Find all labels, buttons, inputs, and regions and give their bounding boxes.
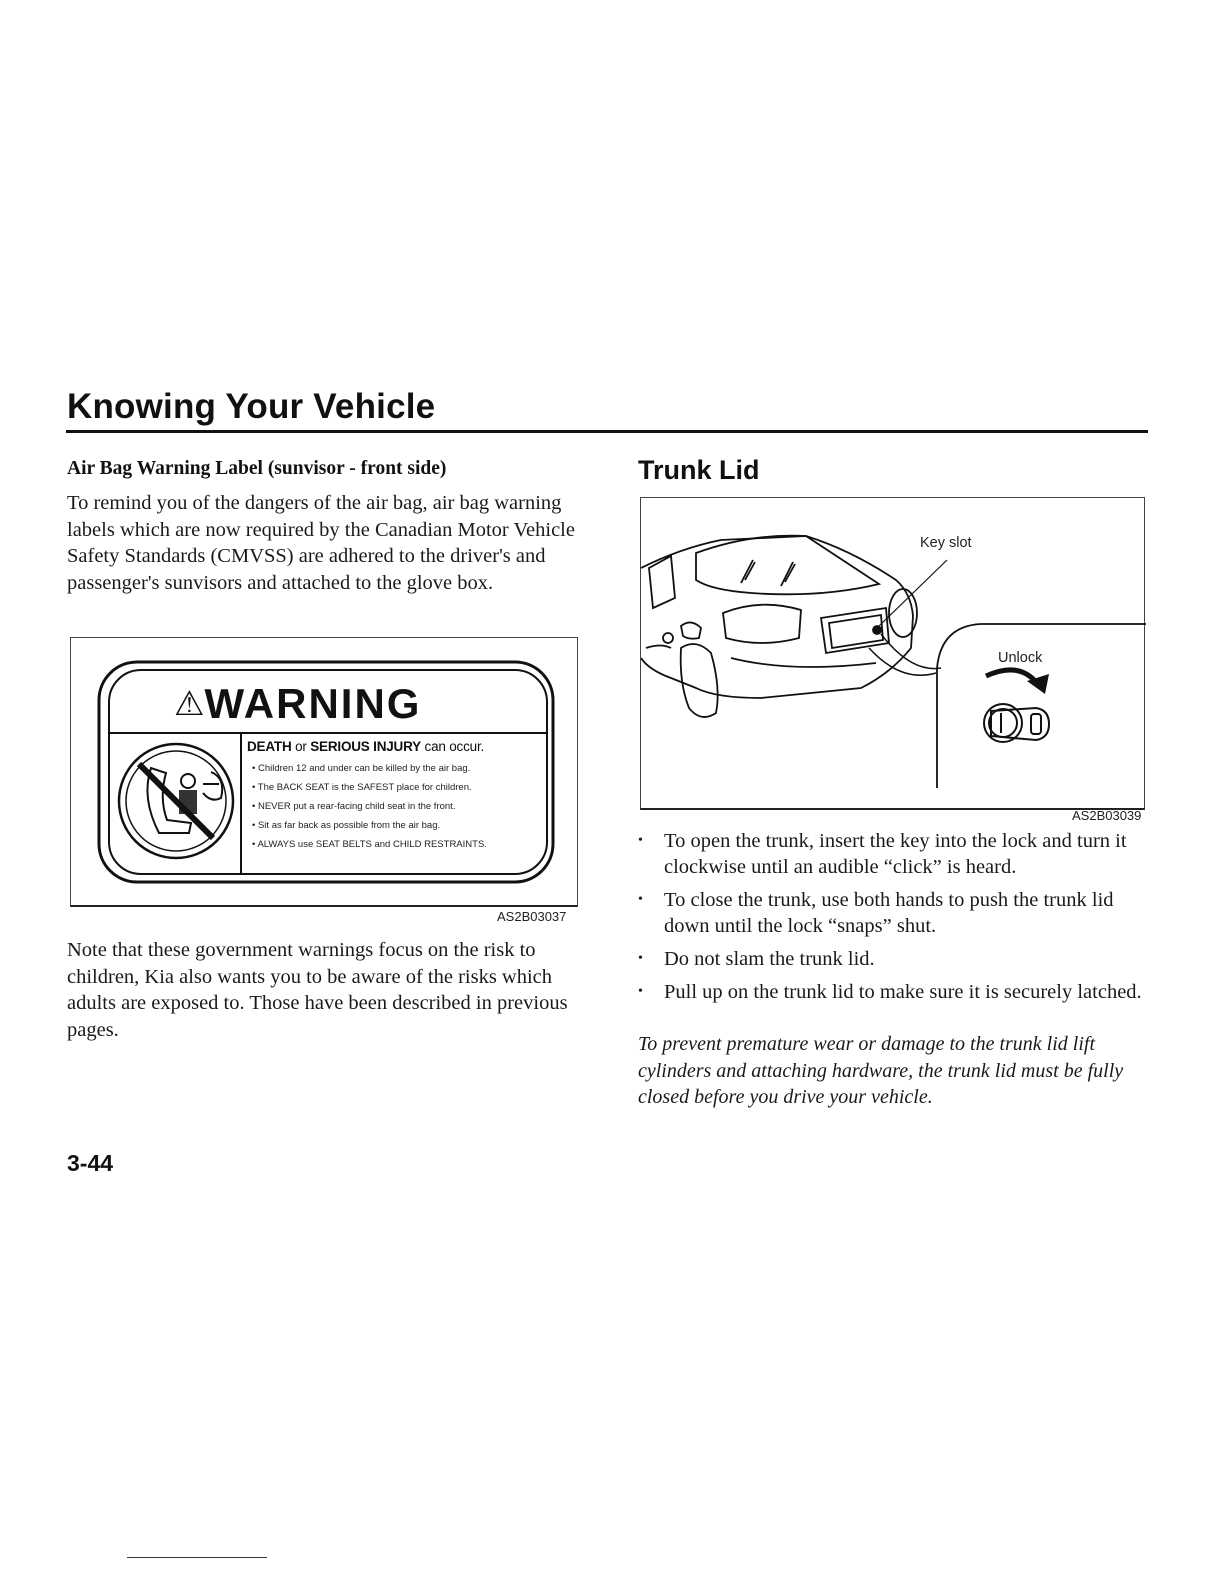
trunk-instructions-list: [638, 828, 1148, 1012]
key-slot-label: Key slot: [920, 535, 972, 551]
car-rear-icon: [641, 536, 917, 717]
warning-item: • NEVER put a rear-facing child seat in the front.: [252, 801, 456, 812]
lock-inset-frame: [937, 624, 1146, 788]
warning-lead-text: DEATH or SERIOUS INJURY can occur.: [247, 739, 485, 754]
warning-word: WARNING: [204, 680, 422, 727]
unlock-arrow-icon: [986, 670, 1049, 694]
trunk-lid-figure: [640, 497, 1145, 810]
trunk-lid-title: Trunk Lid: [638, 455, 760, 485]
trunk-caution-note: To prevent premature wear or damage to the trunk lid lift cylinders and attaching hardware, the trunk lid must be fully closed before you drive your vehicle.: [638, 1033, 1124, 1108]
list-item: • To open the trunk, insert the key into the lock and turn it clockwise until an audible “click” is heard.: [638, 830, 1127, 878]
figure-code-trunk: AS2B03039: [1072, 808, 1142, 823]
list-item: • To close the trunk, use both hands to push the trunk lid down until the lock “snaps” shut.: [638, 889, 1114, 937]
section-title: Knowing Your Vehicle: [67, 387, 436, 426]
footer-line: [127, 1557, 267, 1558]
figure-code-airbag: AS2B03037: [497, 909, 567, 924]
warning-heading: [174, 680, 422, 727]
list-item: • Do not slam the trunk lid.: [638, 948, 875, 970]
page-number: 3-44: [67, 1150, 114, 1176]
airbag-label-subheading: Air Bag Warning Label (sunvisor - front side): [67, 458, 447, 479]
key-lock-icon: [984, 704, 1049, 742]
trunk-car-drawing: [641, 498, 1146, 811]
warning-item: • Sit as far back as possible from the air bag.: [252, 820, 441, 831]
unlock-label: Unlock: [998, 650, 1043, 666]
warning-triangle-icon: ⚠: [174, 685, 205, 723]
warning-items: [252, 759, 487, 854]
no-child-seat-icon: [119, 744, 233, 858]
warning-item: • Children 12 and under can be killed by the air bag.: [252, 763, 471, 774]
airbag-intro-paragraph: To remind you of the dangers of the air bag, air bag warning labels which are now required by the Canadian Motor Vehicle Safety Standards (CMVSS) are adhered to the driver's and passenger's sunvisors and attached to the glove box.: [67, 492, 575, 594]
header-rule: [66, 430, 1148, 433]
government-warnings-note: Note that these government warnings focus on the risk to children, Kia also wants you to be aware of the risks which adults are exposed to. Those have been described in previous pages.: [67, 939, 568, 1041]
warning-item: • The BACK SEAT is the SAFEST place for children.: [252, 782, 472, 793]
list-item: • Pull up on the trunk lid to make sure it is securely latched.: [638, 981, 1142, 1003]
warning-item: • ALWAYS use SEAT BELTS and CHILD RESTRAINTS.: [252, 839, 487, 850]
